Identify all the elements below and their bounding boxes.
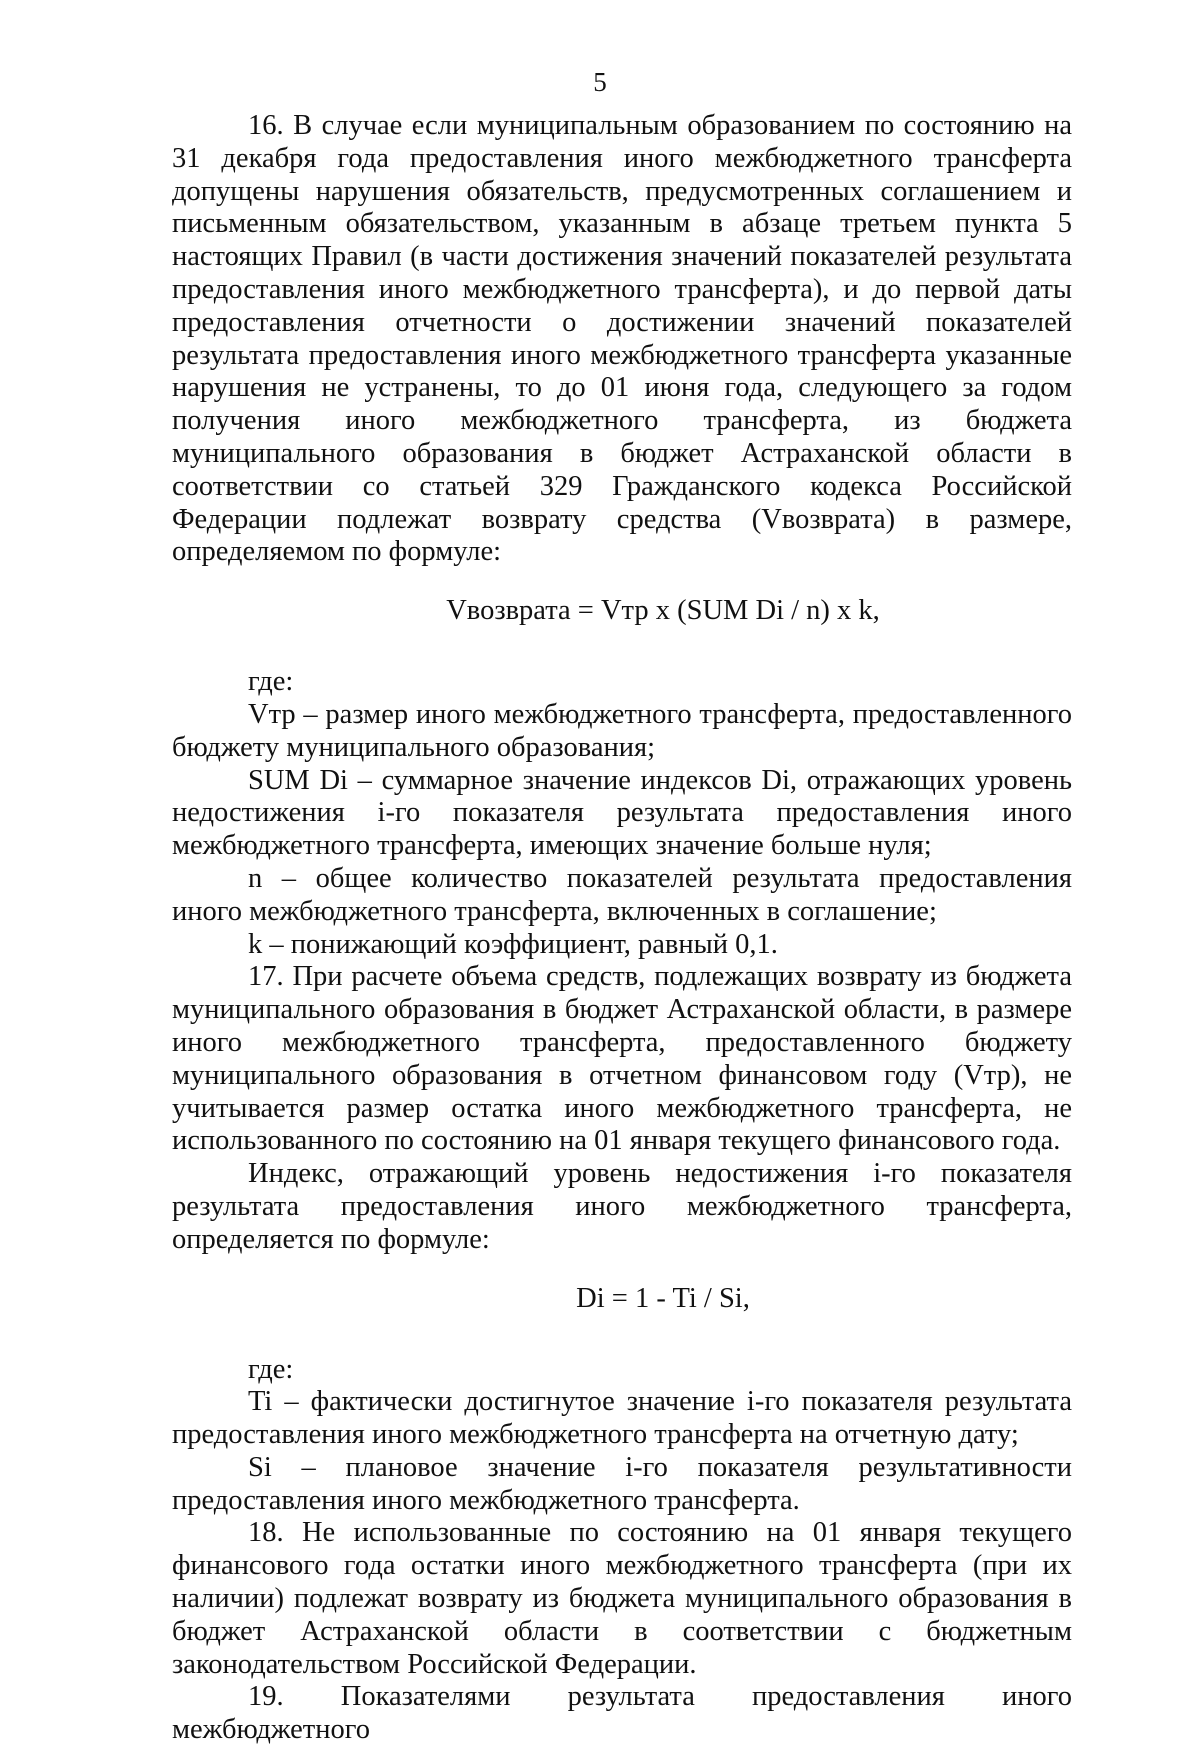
formula-refund: Vвозврата = Vтр x (SUM Di / n) x k, (446, 595, 880, 627)
paragraph-19: 19. Показателями результата предоставления иного межбюджетного (172, 1681, 1072, 1746)
paragraph-17: 17. При расчете объема средств, подлежащих возврату из бюджета муниципального образования в бюджет Астраханской области, в размере иного межбюджетного трансферта, предоставленного бюджету муниципального образования в отчетном финансовом году (Vтр), не учитывается размер остатка иного межбюджетного трансферта, не использованного по состоянию на 01 января текущего финансового года. (172, 961, 1072, 1157)
where-label: где: (248, 1353, 294, 1385)
spacer (172, 1316, 1072, 1354)
formula-index: Di = 1 - Ti / Si, (576, 1282, 750, 1314)
paragraph-index: Индекс, отражающий уровень недостижения i-го показателя результата предоставления иного межбюджетного трансферта, определяется по формуле: (172, 1158, 1072, 1255)
paragraph-16: 16. В случае если муниципальным образованием по состоянию на 31 декабря года предоставления иного межбюджетного трансферта допущены нарушения обязательств, предусмотренных соглашением и письменным обязательством, указанным в абзаце третьем пункта 5 настоящих Правил (в части достижения значений показателей результата предоставления иного межбюджетного трансферта), и до первой даты предоставления отчетности о достижении значений показателей результата предоставления иного межбюджетного трансферта указанные нарушения не устранены, то до 01 июня года, следующего за годом получения иного межбюджетного трансферта, из бюджета муниципального образования в бюджет Астраханской области в соответствии со статьей 329 Гражданского кодекса Российской Федерации подлежат возврату средства (Vвозврата) в размере, определяемом по формуле: (172, 110, 1072, 568)
definition-n: n – общее количество показателей результата предоставления иного межбюджетного трансферта, включенных в соглашение; (172, 862, 1072, 927)
page-number: 5 (593, 67, 607, 97)
paragraph-18: 18. Не использованные по состоянию на 01 января текущего финансового года остатки иного межбюджетного трансферта (при их наличии) подлежат возврату из бюджета муниципального образования в бюджет Астраханской области в соответствии с бюджетным законодательством Российской Федерации. (172, 1517, 1072, 1680)
spacer (172, 628, 1072, 666)
spacer (172, 569, 1072, 595)
definition-ti: Ti – фактически достигнутое значение i-го показателя результата предоставления иного межбюджетного трансферта на отчетную дату; (172, 1386, 1072, 1451)
definition-si: Si – плановое значение i-го показателя результативности предоставления иного межбюджетного трансферта. (172, 1451, 1072, 1516)
spacer (172, 1257, 1072, 1283)
where-label: где: (248, 666, 294, 698)
definition-vtr: Vтр – размер иного межбюджетного трансферта, предоставленного бюджету муниципального образования; (172, 698, 1072, 763)
definition-k: k – понижающий коэффициент, равный 0,1. (248, 928, 778, 960)
definition-sum-di: SUM Di – суммарное значение индексов Di, отражающих уровень недостижения i-го показателя результата предоставления иного межбюджетного трансферта, имеющих значение больше нуля; (172, 764, 1072, 862)
document-body (172, 110, 1072, 1747)
